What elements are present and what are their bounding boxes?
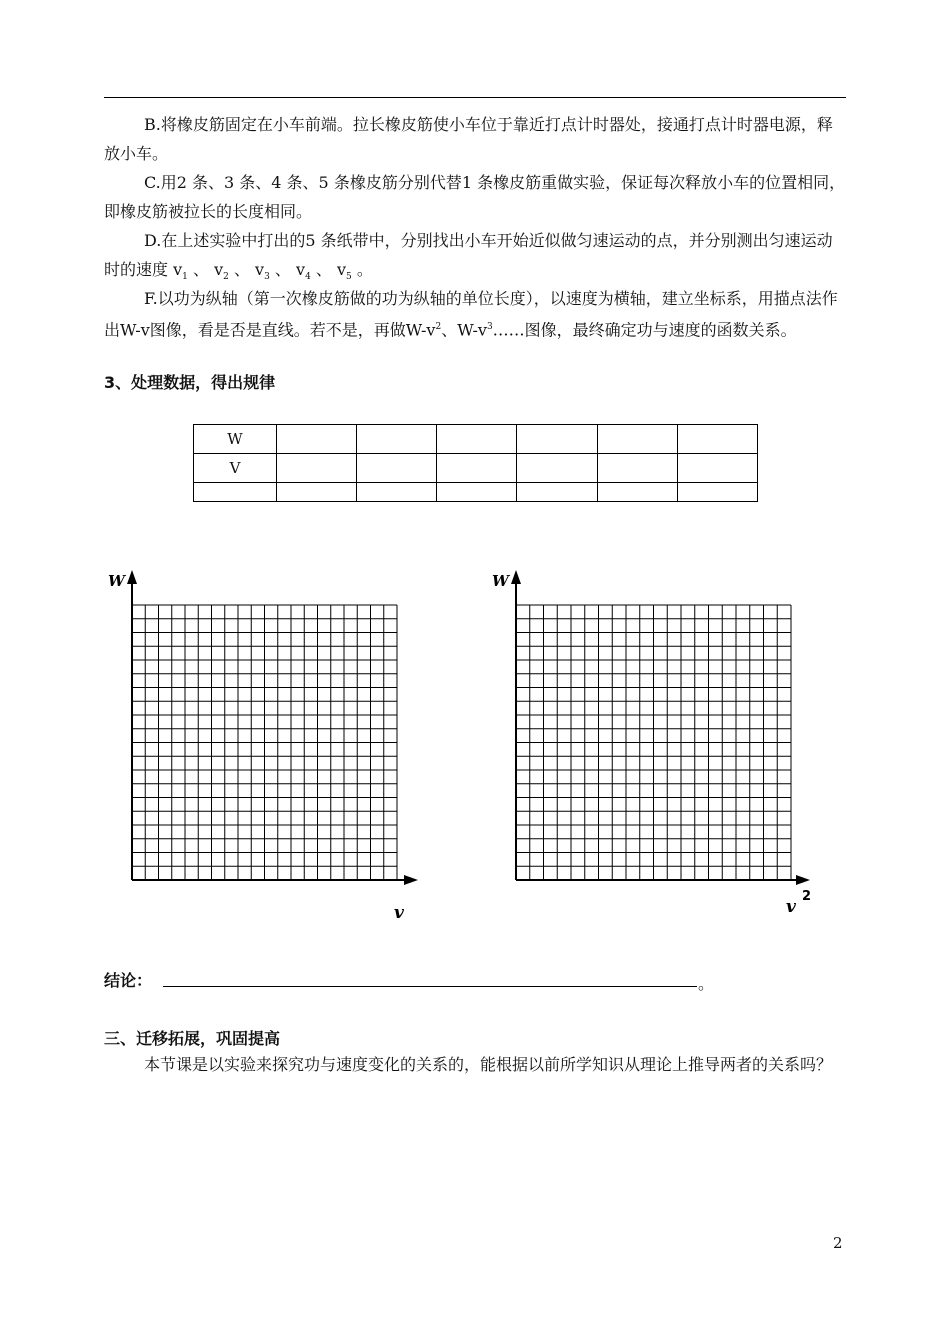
- step-f: F.以功为纵轴（第一次橡皮筋做的功为纵轴的单位长度），以速度为横轴，建立坐标系，用描点法作出W-v图像，看是否是直线。若不是，再做$W-v^2$、$W-v^3\dots\dots$图像，最终确定功与速度的函数关系。: [104, 289, 838, 340]
- x-axis-superscript: 2: [802, 889, 812, 904]
- step-c: C.用2 条、3 条、4 条、5 条橡皮筋分别代替1 条橡皮筋重做实验，保证每次释放小车的位置相同，即橡皮筋被拉长的长度相同。: [104, 173, 846, 221]
- table-row: [194, 425, 758, 454]
- y-axis-label: W: [108, 572, 125, 590]
- header-rule: [104, 97, 846, 98]
- y-arrow-icon: [511, 570, 521, 584]
- conclusion: [104, 968, 152, 991]
- data-table: [193, 424, 758, 502]
- conclusion-end: 。: [698, 974, 715, 993]
- grid-lines: [516, 605, 791, 880]
- x-arrow-icon: [404, 875, 418, 885]
- graph-w-v2: [484, 560, 824, 920]
- table-row: [194, 483, 758, 502]
- y-axis-label: W: [492, 572, 509, 590]
- velocity-v1: $v_1$: [173, 260, 188, 283]
- step-b: B.将橡皮筋固定在小车前端。拉长橡皮筋使小车位于靠近打点计时器处，接通打点计时器电源，释放小车。: [104, 115, 833, 163]
- x-axis-label: v: [786, 897, 796, 917]
- y-arrow-icon: [127, 570, 137, 584]
- table-row: [194, 454, 758, 483]
- conclusion-label: 结论：: [104, 971, 153, 990]
- x-arrow-icon: [796, 875, 810, 885]
- x-axis-label: v: [394, 903, 404, 920]
- graph-w-v: [100, 560, 430, 920]
- section-3-heading: 3、处理数据，得出规律: [104, 373, 276, 392]
- velocity-v3: $v_3$: [255, 260, 270, 283]
- page-number: 2: [833, 1234, 843, 1252]
- conclusion-blank-line[interactable]: [163, 986, 697, 987]
- section-three-heading: 三、迁移拓展，巩固提高: [104, 1029, 281, 1048]
- row-label-w: W: [194, 425, 277, 454]
- velocity-v4: $v_4$: [296, 260, 311, 283]
- step-d: D.在上述实验中打出的5 条纸带中，分别找出小车开始近似做匀速运动的点，并分别测出匀速运动时的速度 $v_1$ 、 $v_2$ 、 $v_3$ 、 $v_4$ 、 $v_5$ 。: [104, 231, 833, 283]
- row-label-v: V: [194, 454, 277, 483]
- section-three-body: 本节课是以实验来探究功与速度变化的关系的，能根据以前所学知识从理论上推导两者的关系吗？: [144, 1055, 833, 1074]
- velocity-v2: $v_2$: [214, 260, 229, 283]
- grid-lines: [132, 605, 397, 880]
- velocity-v5: $v_5$: [336, 260, 352, 283]
